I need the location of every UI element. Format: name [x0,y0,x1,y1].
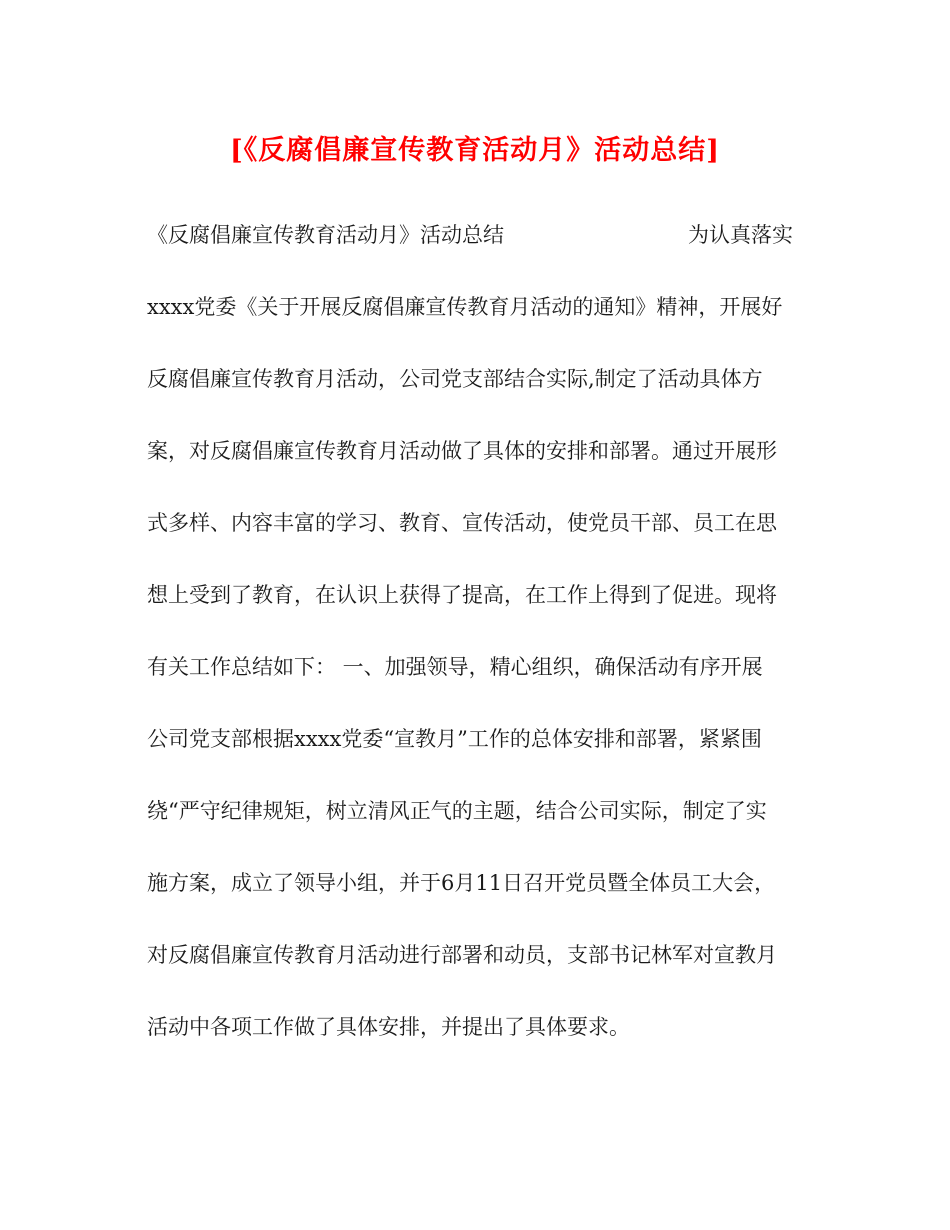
body-line-12: 活动中各项工作做了具体安排，并提出了具体要求。 [147,1015,630,1039]
body-line-1: 《反腐倡廉宣传教育活动月》活动总结 [147,223,504,247]
body-line-4: 案，对反腐倡廉宣传教育月活动做了具体的安排和部署。通过开展形 [147,439,777,463]
body-line-1-tail: 为认真落实 [688,223,793,247]
body-line-6: 想上受到了教育，在认识上获得了提高，在工作上得到了促进。现将 [147,583,777,607]
document-title: [《反腐倡廉宣传教育活动月》活动总结] [229,135,721,166]
body-line-8: 公司党支部根据xxxx党委“宣教月”工作的总体安排和部署，紧紧围 [147,727,762,751]
body-line-3: 反腐倡廉宣传教育月活动，公司党支部结合实际,制定了活动具体方 [147,367,763,391]
body-line-10: 施方案，成立了领导小组，并于6月11日召开党员暨全体员工大会， [147,871,776,895]
body-line-7: 有关工作总结如下： 一、加强领导，精心组织，确保活动有序开展 [147,655,763,679]
body-line-9: 绕“严守纪律规矩，树立清风正气的主题，结合公司实际，制定了实 [147,799,767,823]
body-line-2: xxxx党委《关于开展反腐倡廉宣传教育月活动的通知》精神，开展好 [147,295,783,319]
body-line-11: 对反腐倡廉宣传教育月活动进行部署和动员，支部书记林军对宣教月 [147,943,777,967]
body-line-5: 式多样、内容丰富的学习、教育、宣传活动，使党员干部、员工在思 [147,511,777,535]
